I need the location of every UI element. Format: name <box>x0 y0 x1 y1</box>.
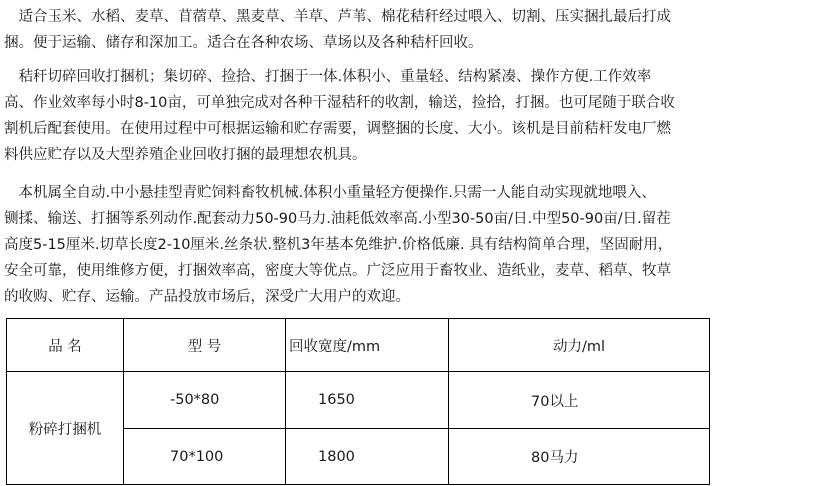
header-power: 动力/ml <box>449 319 710 372</box>
header-width: 回收宽度/mm <box>286 319 449 372</box>
text-line: 的收购、贮存、运输。产品投放市场后，深受广大用户的欢迎。 <box>4 289 410 305</box>
text-line: 捆。便于运输、储存和深加工。适合在各种农场、草场以及各种秸杆回收。 <box>4 35 483 51</box>
width-cell: 1800 <box>286 429 449 485</box>
text-line: 铡揉、输送、打捆等系列动作.配套动力50-90马力.油耗低效率高.小型30-50亩/日.中型50-90亩/日.留茬 <box>4 211 671 227</box>
text-line: 高、作业效率每小时8-10亩，可单独完成对各种干湿秸秆的收割，输送，捡拾，打捆。也可尾随于联合收 <box>4 95 675 111</box>
description-paragraph <box>4 180 804 310</box>
intro-paragraph <box>4 4 804 56</box>
text-line: 割机后配套使用。在使用过程中可根据运输和贮存需要，调整捆的长度、大小。该机是目前秸杆发电厂燃 <box>4 121 671 137</box>
text-line: 安全可靠，使用维修方便，打捆效率高，密度大等优点。广泛应用于畜牧业、造纸业，麦草、稻草、牧草 <box>4 263 671 279</box>
power-cell: 70以上 <box>449 372 710 429</box>
model-cell: -50*80 <box>124 372 286 429</box>
table-row <box>7 372 710 429</box>
text-line: 适合玉米、水稻、麦草、苜蓿草、黑麦草、羊草、芦苇、棉花秸秆经过喂入、切割、压实捆扎最后打成 <box>4 9 671 25</box>
spec-table <box>6 318 710 485</box>
header-model: 型 号 <box>124 319 286 372</box>
text-line: 高度5-15厘米.切草长度2-10厘米.丝条状.整机3年基本免维护.价格低廉. 具有结构简单合理，坚固耐用， <box>4 237 673 253</box>
text-line: 本机属全自动.中小悬挂型青贮饲料畜牧机械.体积小重量轻方便操作.只需一人能自动实现就地喂入、 <box>4 185 656 201</box>
power-cell: 80马力 <box>449 429 710 485</box>
width-cell: 1650 <box>286 372 449 429</box>
product-name-cell: 粉碎打捆机 <box>7 372 124 485</box>
model-cell: 70*100 <box>124 429 286 485</box>
text-line: 料供应贮存以及大型养殖企业回收打捆的最理想农机具。 <box>4 147 367 163</box>
text-line: 秸秆切碎回收打捆机；集切碎、捡拾、打捆于一体.体积小、重量轻、结构紧凑、操作方便.工作效率 <box>4 69 652 85</box>
features-paragraph <box>4 64 804 168</box>
header-product-name: 品 名 <box>7 319 124 372</box>
table-header-row <box>7 319 710 372</box>
